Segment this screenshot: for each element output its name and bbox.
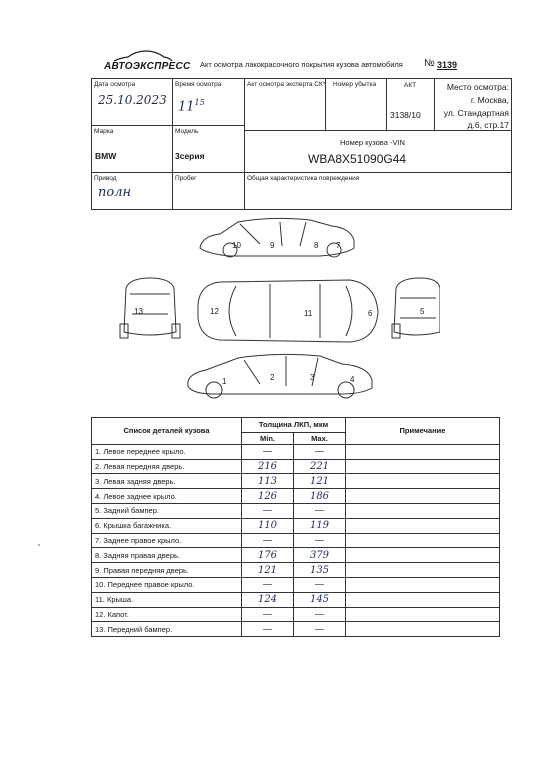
table-body bbox=[92, 444, 500, 636]
diagram-label-3: 3 bbox=[310, 373, 315, 382]
min-value: — bbox=[242, 444, 294, 459]
max-value: — bbox=[294, 607, 346, 622]
max-value: — bbox=[294, 577, 346, 592]
table-row bbox=[92, 592, 500, 607]
diagram-label-6: 6 bbox=[368, 309, 373, 318]
place-line-3: д.6, стр.17 bbox=[467, 120, 509, 130]
part-name: 4. Левое заднее крыло. bbox=[92, 489, 242, 504]
diagram-label-2: 2 bbox=[270, 373, 275, 382]
time-label: Время осмотра bbox=[175, 81, 222, 88]
col-parts-header: Список деталей кузова bbox=[92, 418, 242, 445]
place-label: Место осмотра: bbox=[446, 82, 509, 92]
vin-value: WBA8X51090G44 bbox=[308, 152, 407, 166]
max-value: 379 bbox=[294, 548, 346, 563]
min-value: — bbox=[242, 607, 294, 622]
max-value: 221 bbox=[294, 459, 346, 474]
max-value: 119 bbox=[294, 518, 346, 533]
diagram-label-9: 9 bbox=[270, 241, 275, 250]
note-cell bbox=[346, 548, 500, 563]
act-value: 3138/10 bbox=[390, 110, 421, 120]
part-name: 3. Левая задняя дверь. bbox=[92, 474, 242, 489]
table-row bbox=[92, 622, 500, 637]
part-name: 5. Задний бампер. bbox=[92, 503, 242, 518]
part-name: 6. Крышка багажника. bbox=[92, 518, 242, 533]
divider bbox=[244, 78, 245, 210]
note-cell bbox=[346, 607, 500, 622]
table-row bbox=[92, 563, 500, 578]
min-value: 124 bbox=[242, 592, 294, 607]
note-cell bbox=[346, 503, 500, 518]
divider bbox=[244, 130, 512, 131]
min-value: 176 bbox=[242, 548, 294, 563]
note-cell bbox=[346, 489, 500, 504]
min-value: — bbox=[242, 577, 294, 592]
min-value: — bbox=[242, 622, 294, 637]
min-value: 113 bbox=[242, 474, 294, 489]
time-value: $11^{15}$ bbox=[178, 98, 205, 115]
max-value: 186 bbox=[294, 489, 346, 504]
part-name: 12. Капот. bbox=[92, 607, 242, 622]
max-value: — bbox=[294, 444, 346, 459]
max-value: — bbox=[294, 533, 346, 548]
paint-thickness-table bbox=[91, 417, 500, 637]
table-row bbox=[92, 474, 500, 489]
document-title: Акт осмотра лакокрасочного покрытия кузова автомобиля bbox=[200, 60, 403, 69]
min-value: — bbox=[242, 533, 294, 548]
part-name: 8. Задняя правая дверь. bbox=[92, 548, 242, 563]
brand-value: BMW bbox=[95, 151, 117, 161]
note-cell bbox=[346, 563, 500, 578]
drive-label: Привод bbox=[94, 175, 117, 182]
table-row bbox=[92, 489, 500, 504]
note-cell bbox=[346, 533, 500, 548]
diagram-label-1: 1 bbox=[222, 377, 227, 386]
part-name: 2. Левая передняя дверь. bbox=[92, 459, 242, 474]
part-name: 13. Передний бампер. bbox=[92, 622, 242, 637]
table-row bbox=[92, 518, 500, 533]
note-cell bbox=[346, 622, 500, 637]
table-row bbox=[92, 577, 500, 592]
loss-number-label: Номер убытка bbox=[333, 81, 377, 88]
diagram-label-5: 5 bbox=[420, 307, 425, 316]
company-logo bbox=[104, 49, 191, 77]
divider bbox=[386, 78, 387, 130]
part-name: 7. Заднее правое крыло. bbox=[92, 533, 242, 548]
min-value: — bbox=[242, 503, 294, 518]
min-value: 121 bbox=[242, 563, 294, 578]
max-value: — bbox=[294, 622, 346, 637]
col-min-header: Min. bbox=[242, 432, 294, 444]
expert-label: Акт осмотра эксперта СК* bbox=[247, 81, 326, 88]
mileage-label: Пробег bbox=[175, 175, 197, 182]
scan-mark bbox=[38, 544, 40, 546]
table-row bbox=[92, 533, 500, 548]
part-name: 1. Левое переднее крыло. bbox=[92, 444, 242, 459]
diagram-label-10: 10 bbox=[232, 241, 241, 250]
max-value: — bbox=[294, 503, 346, 518]
logo-text: АВТОЭКСПРЕСС bbox=[104, 61, 191, 72]
diagram-label-7: 7 bbox=[336, 241, 341, 250]
col-thickness-header: Толщина ЛКП, мкм bbox=[242, 418, 346, 433]
divider bbox=[91, 125, 244, 126]
divider bbox=[91, 172, 512, 173]
date-label: Дата осмотра bbox=[94, 81, 136, 88]
document-number: 3139 bbox=[437, 60, 458, 70]
part-name: 9. Правая передняя дверь. bbox=[92, 563, 242, 578]
note-cell bbox=[346, 474, 500, 489]
max-value: 121 bbox=[294, 474, 346, 489]
col-note-header: Примечание bbox=[346, 418, 500, 445]
place-line-2: ул. Стандартная bbox=[443, 108, 509, 118]
table-row bbox=[92, 607, 500, 622]
max-value: 135 bbox=[294, 563, 346, 578]
drive-value: полн bbox=[98, 185, 132, 200]
table-row bbox=[92, 503, 500, 518]
diagram-label-4: 4 bbox=[350, 375, 355, 384]
note-cell bbox=[346, 577, 500, 592]
part-name: 11. Крыша. bbox=[92, 592, 242, 607]
divider bbox=[434, 78, 435, 130]
date-value: 25.10.2023 bbox=[98, 93, 167, 107]
vin-label: Номер кузова -VIN bbox=[340, 138, 405, 147]
note-cell bbox=[346, 459, 500, 474]
table-row bbox=[92, 548, 500, 563]
col-max-header: Max. bbox=[294, 432, 346, 444]
car-body-diagram bbox=[110, 214, 440, 414]
damage-label: Общая характеристика повреждения bbox=[247, 175, 360, 182]
diagram-label-11: 11 bbox=[304, 309, 313, 318]
diagram-label-8: 8 bbox=[314, 241, 319, 250]
model-value: 3серия bbox=[175, 151, 205, 161]
note-cell bbox=[346, 444, 500, 459]
table-row bbox=[92, 444, 500, 459]
diagram-label-12: 12 bbox=[210, 307, 219, 316]
table-row bbox=[92, 459, 500, 474]
max-value: 145 bbox=[294, 592, 346, 607]
min-value: 126 bbox=[242, 489, 294, 504]
diagram-label-13: 13 bbox=[134, 307, 143, 316]
brand-label: Марка bbox=[94, 128, 114, 135]
place-line-1: г. Москва, bbox=[470, 95, 509, 105]
note-cell bbox=[346, 518, 500, 533]
min-value: 216 bbox=[242, 459, 294, 474]
model-label: Модель bbox=[175, 128, 199, 135]
act-label: АКТ bbox=[404, 82, 417, 89]
note-cell bbox=[346, 592, 500, 607]
number-label: № bbox=[424, 58, 435, 69]
divider bbox=[172, 78, 173, 210]
min-value: 110 bbox=[242, 518, 294, 533]
part-name: 10. Переднее правое крыло. bbox=[92, 577, 242, 592]
